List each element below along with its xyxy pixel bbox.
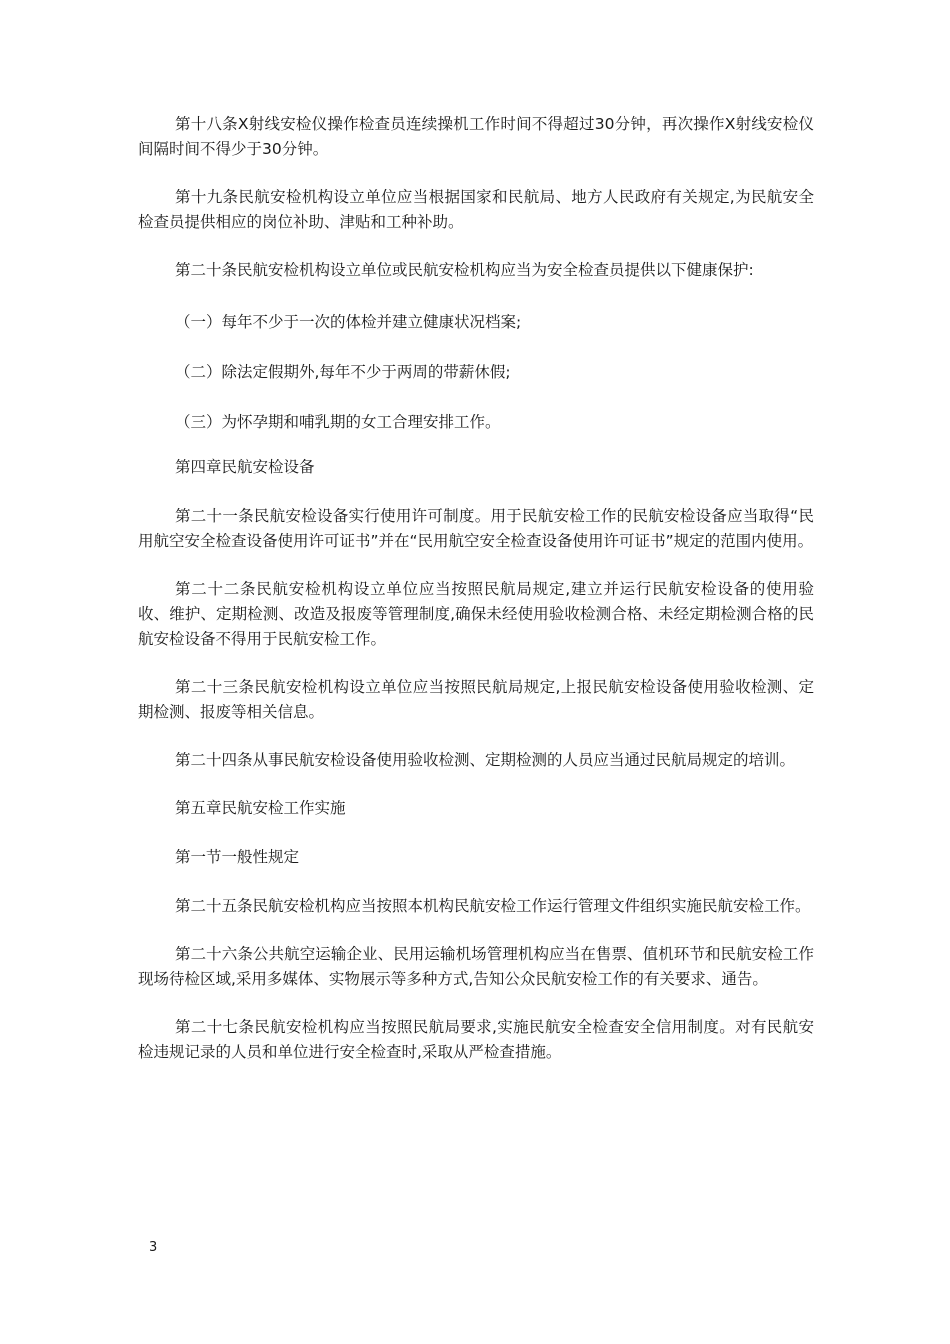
article-20: 第二十条民航安检机构设立单位或民航安检机构应当为安全检查员提供以下健康保护: (175, 261, 754, 279)
article-23: 第二十三条民航安检机构设立单位应当按照民航局规定,上报民航安检设备使用验收检测、定期检测、报废等相关信息。 (138, 678, 814, 721)
section-1-heading: 第一节一般性规定 (175, 848, 300, 866)
list-item-1: （一）每年不少于一次的体检并建立健康状况档案; (175, 313, 522, 331)
article-21: 第二十一条民航安检设备实行使用许可制度。用于民航安检工作的民航安检设备应当取得“民用航空安全检查设备使用许可证书”并在“民用航空安全检查设备使用许可证书”规定的范围内使用。 (138, 507, 814, 550)
article-18: 第十八条X射线安检仪操作检查员连续操机工作时间不得超过30分钟，再次操作X射线安检仪间隔时间不得少于30分钟。 (138, 115, 814, 158)
list-item-3: （三）为怀孕期和哺乳期的女工合理安排工作。 (175, 413, 501, 431)
page-number: 3 (149, 1240, 158, 1255)
article-19: 第十九条民航安检机构设立单位应当根据国家和民航局、地方人民政府有关规定,为民航安全检查员提供相应的岗位补助、津贴和工种补助。 (138, 188, 814, 231)
article-22: 第二十二条民航安检机构设立单位应当按照民航局规定,建立并运行民航安检设备的使用验收、维护、定期检测、改造及报废等管理制度,确保未经使用验收检测合格、未经定期检测合格的民航安检设备不得用于民航安检工作。 (138, 580, 814, 648)
article-27: 第二十七条民航安检机构应当按照民航局要求,实施民航安全检查安全信用制度。对有民航安检违规记录的人员和单位进行安全检查时,采取从严检查措施。 (138, 1018, 814, 1061)
document-body (138, 112, 814, 1088)
article-26: 第二十六条公共航空运输企业、民用运输机场管理机构应当在售票、值机环节和民航安检工作现场待检区域,采用多媒体、实物展示等多种方式,告知公众民航安检工作的有关要求、通告。 (138, 945, 814, 988)
article-25: 第二十五条民航安检机构应当按照本机构民航安检工作运行管理文件组织实施民航安检工作。 (175, 897, 811, 915)
chapter-5-heading: 第五章民航安检工作实施 (175, 799, 346, 817)
article-24: 第二十四条从事民航安检设备使用验收检测、定期检测的人员应当通过民航局规定的培训。 (175, 751, 796, 769)
chapter-4-heading: 第四章民航安检设备 (175, 458, 315, 476)
list-item-2: （二）除法定假期外,每年不少于两周的带薪休假; (175, 363, 511, 381)
